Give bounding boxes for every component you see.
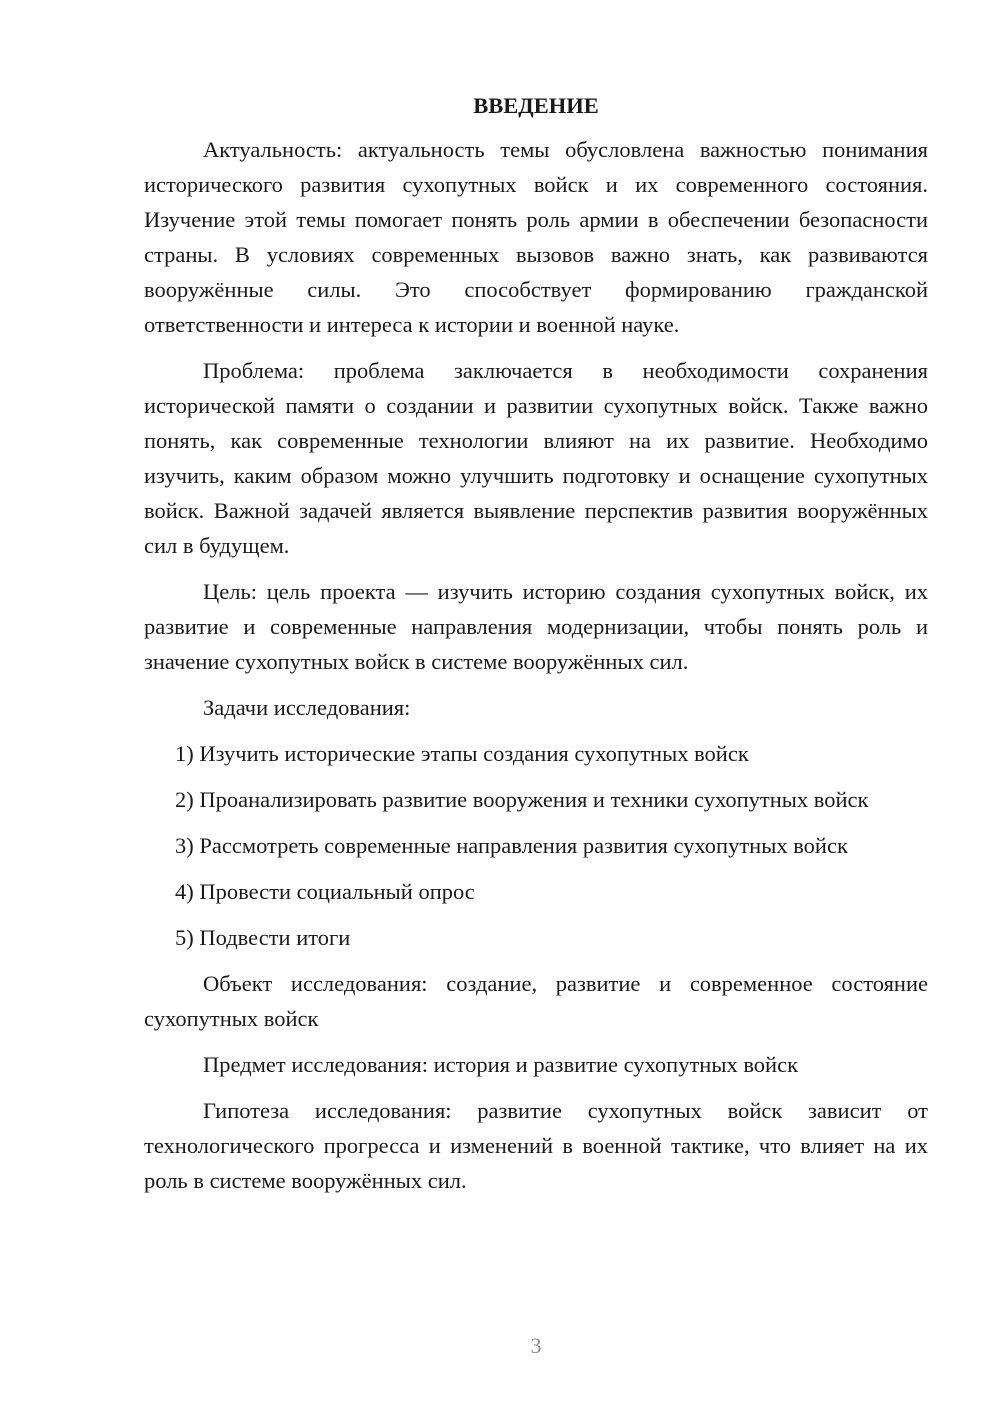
section-title: ВВЕДЕНИЕ (473, 93, 599, 118)
paragraph-relevance: Актуальность: актуальность темы обусловлена важностью понимания исторического развития сухопутных войск и их современного состояния. Изучение этой темы помогает понять роль армии в обеспечении безопасности страны. В условиях современных вызовов важно знать, как развиваются вооружённые силы. Это способствует формированию гражданской ответственности и интереса к истории и военной науке. (144, 137, 928, 337)
paragraph-hypothesis: Гипотеза исследования: развитие сухопутных войск зависит от технологического прогресса и изменений в военной тактике, что влияет на их роль в системе вооружённых сил. (144, 1098, 928, 1193)
document-page (144, 88, 928, 1209)
task-item-3: 3) Рассмотреть современные направления развития сухопутных войск (175, 833, 848, 858)
task-item-5: 5) Подвести итоги (175, 925, 351, 950)
paragraph-goal: Цель: цель проекта — изучить историю создания сухопутных войск, их развитие и современные направления модернизации, чтобы понять роль и значение сухопутных войск в системе вооружённых сил. (144, 579, 928, 674)
task-item-1: 1) Изучить исторические этапы создания сухопутных войск (175, 741, 749, 766)
page-number: 3 (530, 1333, 542, 1358)
task-item-4: 4) Провести социальный опрос (175, 879, 475, 904)
paragraph-object: Объект исследования: создание, развитие и современное состояние сухопутных войск (144, 971, 928, 1031)
paragraph-problem: Проблема: проблема заключается в необходимости сохранения исторической памяти о создании и развитии сухопутных войск. Также важно понять, как современные технологии влияют на их развитие. Необходимо изучить, каким образом можно улучшить подготовку и оснащение сухопутных войск. Важной задачей является выявление перспектив развития вооружённых сил в будущем. (144, 358, 928, 558)
task-item-2: 2) Проанализировать развитие вооружения и техники сухопутных войск (175, 787, 869, 812)
paragraph-subject: Предмет исследования: история и развитие сухопутных войск (203, 1052, 799, 1077)
paragraph-tasks-heading: Задачи исследования: (203, 695, 411, 720)
